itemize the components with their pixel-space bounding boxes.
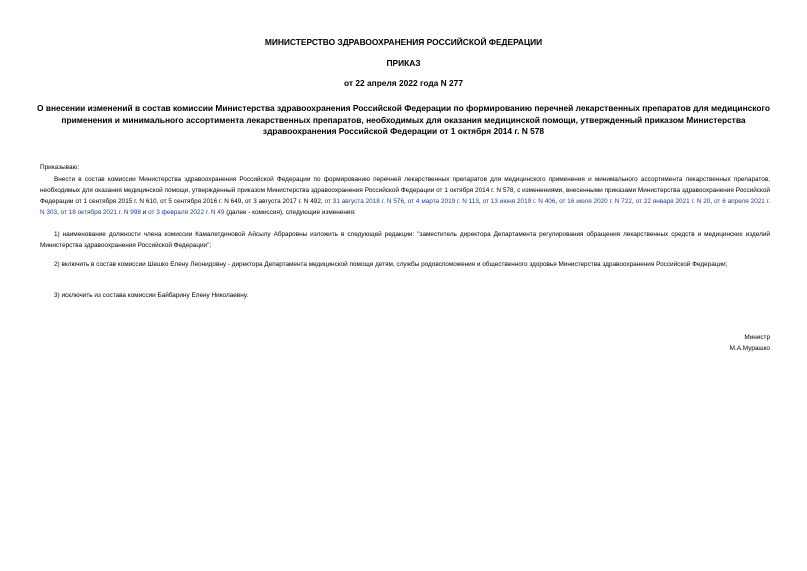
amendment-reference-link[interactable]: от 3 февраля 2022 г. N 49 xyxy=(148,209,225,216)
amendment-reference-link[interactable]: от 18 октября 2021 г. N 998 xyxy=(60,209,141,216)
signatory-title: Министр xyxy=(744,334,770,341)
intro-text-run: Внести в состав комиссии Министерства здравоохранения Российской Федерации по формированию перечней лекарственных препаратов для медицинского применения и минимального ассортимента лекарственных препаратов, необходимых для оказания медицинской помощи, утвержденный приказом Министерства здравоохранения Российской Федерации от 1 октября 2014 г. N 578, с изменениями, внесенными приказами Министерства здравоохранения Российской Федерации от 1 сентября 2015 г. N 610, от 5 сентября 2016 г. N 649, от 3 августа 2017 г. N 492, xyxy=(40,176,770,205)
amendment-reference-link[interactable]: от 4 марта 2019 г. N 113 xyxy=(407,198,479,205)
order-subject-heading: О внесении изменений в состав комиссии Министерства здравоохранения Российской Федерации по формированию перечней лекарственных препаратов для медицинского применения и минимального ассортимента лекарственных препаратов, необходимых для оказания медицинской помощи, утвержденный приказом Министерства здравоохранения Российской Федерации от 1 октября 2014 г. N 578 xyxy=(37,103,770,136)
signature-block xyxy=(620,332,770,354)
intro-paragraph xyxy=(40,174,770,218)
amendment-reference-link[interactable]: от 13 июня 2019 г. N 406 xyxy=(482,198,556,205)
amendment-item-1-text: 1) наименование должности члена комиссии Камалетдиновой Айсылу Абраровны изложить в следующей редакции: "заместитель директора Департамента регулирования обращения лекарственных средств и медицинских изделий Министерства здравоохранения Российской Федерации"; xyxy=(40,231,770,249)
signatory-name: М.А.Мурашко xyxy=(729,345,770,352)
amendment-item-2-text: 2) включить в состав комиссии Шешко Елену Леонидовну - директора Департамента медицинской помощи детям, службы родовспоможения и общественного здоровья Министерства здравоохранения Российской Федерации; xyxy=(54,261,728,268)
amendment-item-2 xyxy=(40,259,770,270)
intro-text-run: , xyxy=(478,198,483,205)
decree-line xyxy=(40,162,770,173)
amendment-reference-link[interactable]: от 6 апреля 2021 г. N 303 xyxy=(40,198,771,216)
intro-text-run: , xyxy=(631,198,636,205)
amendment-item-3 xyxy=(40,290,770,301)
amendment-reference-link[interactable]: от 16 июля 2020 г. N 722 xyxy=(559,198,632,205)
document-type-heading: ПРИКАЗ xyxy=(386,58,421,68)
amendment-reference-link[interactable]: от 22 января 2021 г. N 20 xyxy=(635,198,711,205)
intro-text-run: , xyxy=(710,198,714,205)
ministry-heading: МИНИСТЕРСТВО ЗДРАВООХРАНЕНИЯ РОССИЙСКОЙ ФЕДЕРАЦИИ xyxy=(264,37,543,47)
intro-text-run: и xyxy=(140,209,149,216)
date-number-heading: от 22 апреля 2022 года N 277 xyxy=(344,78,463,88)
amendment-reference-link[interactable]: от 31 августа 2018 г. N 576 xyxy=(324,198,405,205)
amendment-item-3-text: 3) исключить из состава комиссии Байбарину Елену Николаевну. xyxy=(54,292,249,299)
intro-text-run: (далее - комиссия), следующие изменения: xyxy=(224,209,356,216)
intro-text-run: , xyxy=(555,198,560,205)
intro-paragraph-block xyxy=(40,174,770,218)
intro-text-run: , xyxy=(57,209,61,216)
decree-text: Приказываю: xyxy=(40,164,80,171)
intro-text-run: , xyxy=(404,198,408,205)
amendment-item-1 xyxy=(40,229,770,251)
